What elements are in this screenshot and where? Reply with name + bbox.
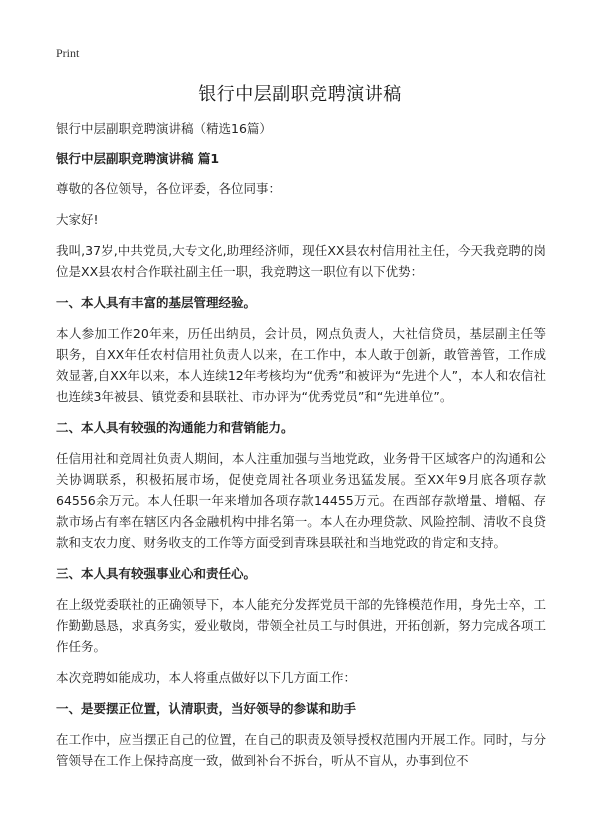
print-link[interactable]: Print xyxy=(56,46,80,60)
section-3-heading: 三、本人具有较强事业心和责任心。 xyxy=(56,566,257,581)
section-2-paragraph: 任信用社和竞周社负责人期间，本人注重加强与当地党政，业务骨干区域客户的沟通和公关协调联系，积极拓展市场，促使竞周社各项业务迅猛发展。至XX年9月底各项存款64556余万元。本人任职一年来增加各项存款14455万元。在西部存款增量、增幅、存款市场占有率在辖区内各金融机构中排名第一。本人在办理贷款、风险控制、清收不良贷款和支农力度、财务收支的工作等方面受到青珠县联社和当地党政的肯定和支持。 xyxy=(56,451,546,550)
document-title: 银行中层副职竞聘演讲稿 xyxy=(198,84,402,105)
greeting-paragraph: 尊敬的各位领导，各位评委，各位同事： xyxy=(56,181,282,196)
hello-paragraph: 大家好! xyxy=(56,212,99,227)
intro-paragraph: 我叫,37岁,中共党员,大专文化,助理经济师，现任XX县农村信用社主任，今天我竞聘的岗位是XX县农村合作联社副主任一职，我竞聘这一职位有以下优势： xyxy=(56,243,546,279)
work-1-paragraph: 在工作中，应当摆正自己的位置，在自己的职责及领导授权范围内开展工作。同时，与分管领导在工作上保持高度一致，做到补台不拆台，听从不盲从，办事到位不 xyxy=(56,732,546,768)
section-3-paragraph: 在上级党委联社的正确领导下，本人能充分发挥党员干部的先锋模范作用，身先士卒，工作勤勤恳恳，求真务实，爱业敬岗，带领全社员工与时俱进，开拓创新，努力完成各项工作任务。 xyxy=(56,597,546,654)
section-2-heading: 二、本人具有较强的沟通能力和营销能力。 xyxy=(56,420,294,435)
document-body xyxy=(56,118,546,781)
document-subtitle: 银行中层副职竞聘演讲稿（精选16篇） xyxy=(56,121,272,136)
article-heading: 银行中层副职竞聘演讲稿 篇1 xyxy=(56,151,220,166)
section-1-heading: 一、本人具有丰富的基层管理经验。 xyxy=(56,295,257,310)
transition-paragraph: 本次竞聘如能成功，本人将重点做好以下几方面工作： xyxy=(56,670,357,685)
section-1-paragraph: 本人参加工作20年来，历任出纳员，会计员，网点负责人，大社信贷员，基层副主任等职务，自XX年任农村信用社负责人以来，在工作中，本人敢于创新，敢管善管，工作成效显著,自XX年以来，本人连续12年考核均为“优秀”和被评为“先进个人”，本人和农信社也连续3年被县、镇党委和县联社、市办评为“优秀党员”和“先进单位”。 xyxy=(56,326,546,404)
work-1-heading: 一、是要摆正位置，认清职责，当好领导的参谋和助手 xyxy=(56,701,357,716)
